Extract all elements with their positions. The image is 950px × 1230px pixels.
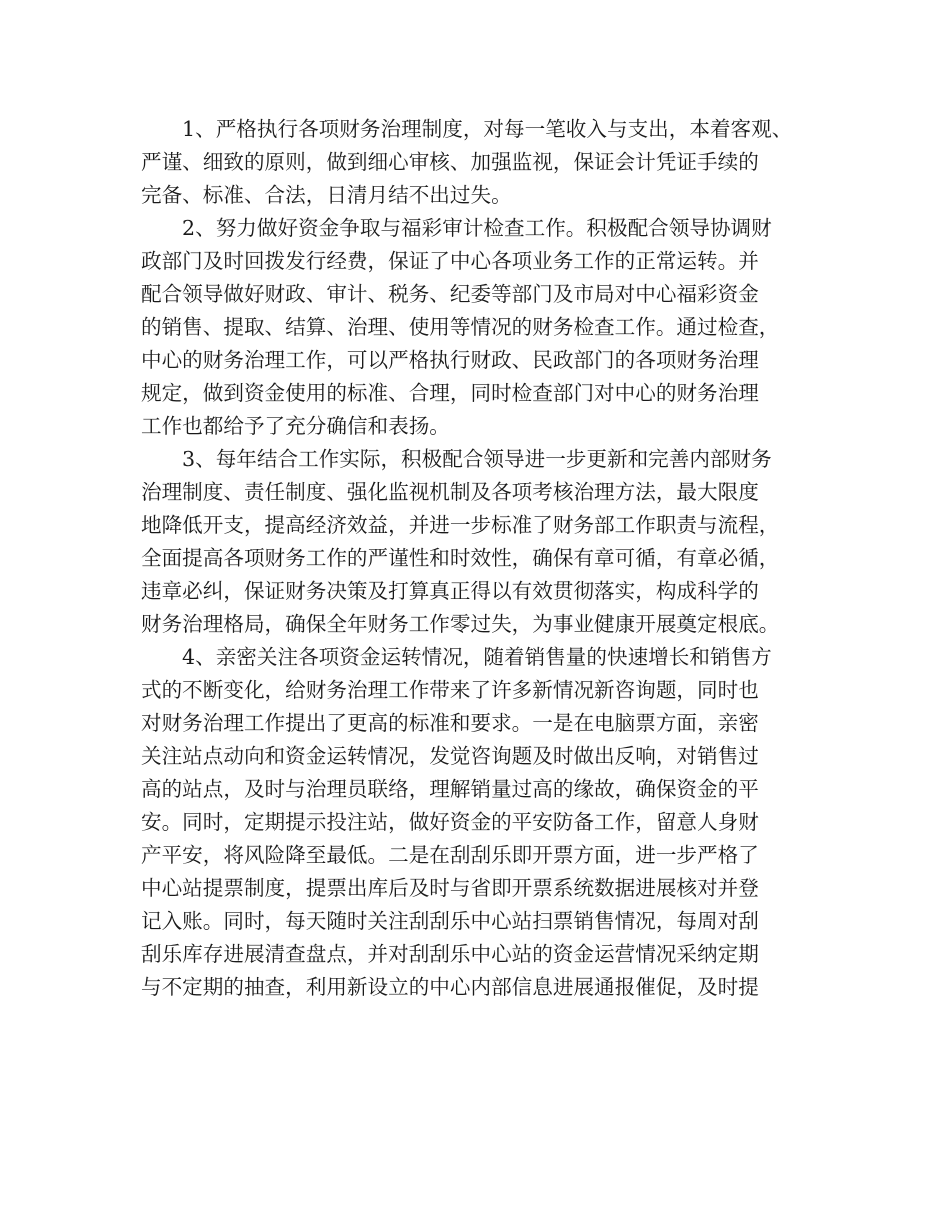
paragraph-1-line-1: 1、严格执行各项财务治理制度，对每一笔收入与支出，本着客观、 (182, 117, 793, 141)
paragraph-3-line-2: 治理制度、责任制度、强化监视机制及各项考核治理方法，最大限度 (141, 480, 759, 504)
paragraph-3-line-6: 财务治理格局，确保全年财务工作零过失，为事业健康开展奠定根底。 (141, 612, 780, 636)
paragraph-3-line-4: 全面提高各项财务工作的严谨性和时效性，确保有章可循，有章必循， (141, 546, 780, 570)
paragraph-1-line-2: 严谨、细致的原则，做到细心审核、加强监视，保证会计凭证手续的 (141, 150, 759, 174)
paragraph-2-line-4: 的销售、提取、结算、治理、使用等情况的财务检查工作。通过检查， (141, 315, 780, 339)
paragraph-2-line-7: 工作也都给予了充分确信和表扬。 (141, 414, 450, 438)
paragraph-4-line-8: 中心站提票制度，提票出库后及时与省即开票系统数据进展核对并登 (141, 876, 759, 900)
paragraph-4-line-3: 对财务治理工作提出了更高的标准和要求。一是在电脑票方面，亲密 (141, 711, 759, 735)
paragraph-4-line-11: 与不定期的抽查，利用新设立的中心内部信息进展通报催促，及时提 (141, 975, 759, 999)
paragraph-2-line-2: 政部门及时回拨发行经费，保证了中心各项业务工作的正常运转。并 (141, 249, 759, 273)
paragraph-1-line-3: 完备、标准、合法，日清月结不出过失。 (141, 183, 512, 207)
paragraph-4-line-9: 记入账。同时，每天随时关注刮刮乐中心站扫票销售情况，每周对刮 (141, 909, 759, 933)
paragraph-2-line-5: 中心的财务治理工作，可以严格执行财政、民政部门的各项财务治理 (141, 348, 759, 372)
paragraph-4-line-10: 刮乐库存进展清查盘点，并对刮刮乐中心站的资金运营情况采纳定期 (141, 942, 759, 966)
document-body (141, 113, 831, 1004)
paragraph-4-line-4: 关注站点动向和资金运转情况，发觉咨询题及时做出反响，对销售过 (141, 744, 759, 768)
paragraph-4-line-6: 安。同时，定期提示投注站，做好资金的平安防备工作，留意人身财 (141, 810, 759, 834)
paragraph-2-line-3: 配合领导做好财政、审计、税务、纪委等部门及市局对中心福彩资金 (141, 282, 759, 306)
paragraph-4-line-7: 产平安，将风险降至最低。二是在刮刮乐即开票方面，进一步严格了 (141, 843, 759, 867)
paragraph-2-line-6: 规定，做到资金使用的标准、合理，同时检查部门对中心的财务治理 (141, 381, 759, 405)
paragraph-4-line-1: 4、亲密关注各项资金运转情况，随着销售量的快速增长和销售方 (182, 645, 772, 669)
paragraph-3-line-5: 违章必纠，保证财务决策及打算真正得以有效贯彻落实，构成科学的 (141, 579, 759, 603)
paragraph-4-line-2: 式的不断变化，给财务治理工作带来了许多新情况新咨询题，同时也 (141, 678, 759, 702)
paragraph-3-line-1: 3、每年结合工作实际，积极配合领导进一步更新和完善内部财务 (182, 447, 772, 471)
paragraph-2-line-1: 2、努力做好资金争取与福彩审计检查工作。积极配合领导协调财 (182, 216, 772, 240)
paragraph-4-line-5: 高的站点，及时与治理员联络，理解销量过高的缘故，确保资金的平 (141, 777, 759, 801)
paragraph-3-line-3: 地降低开支，提高经济效益，并进一步标准了财务部工作职责与流程， (141, 513, 780, 537)
